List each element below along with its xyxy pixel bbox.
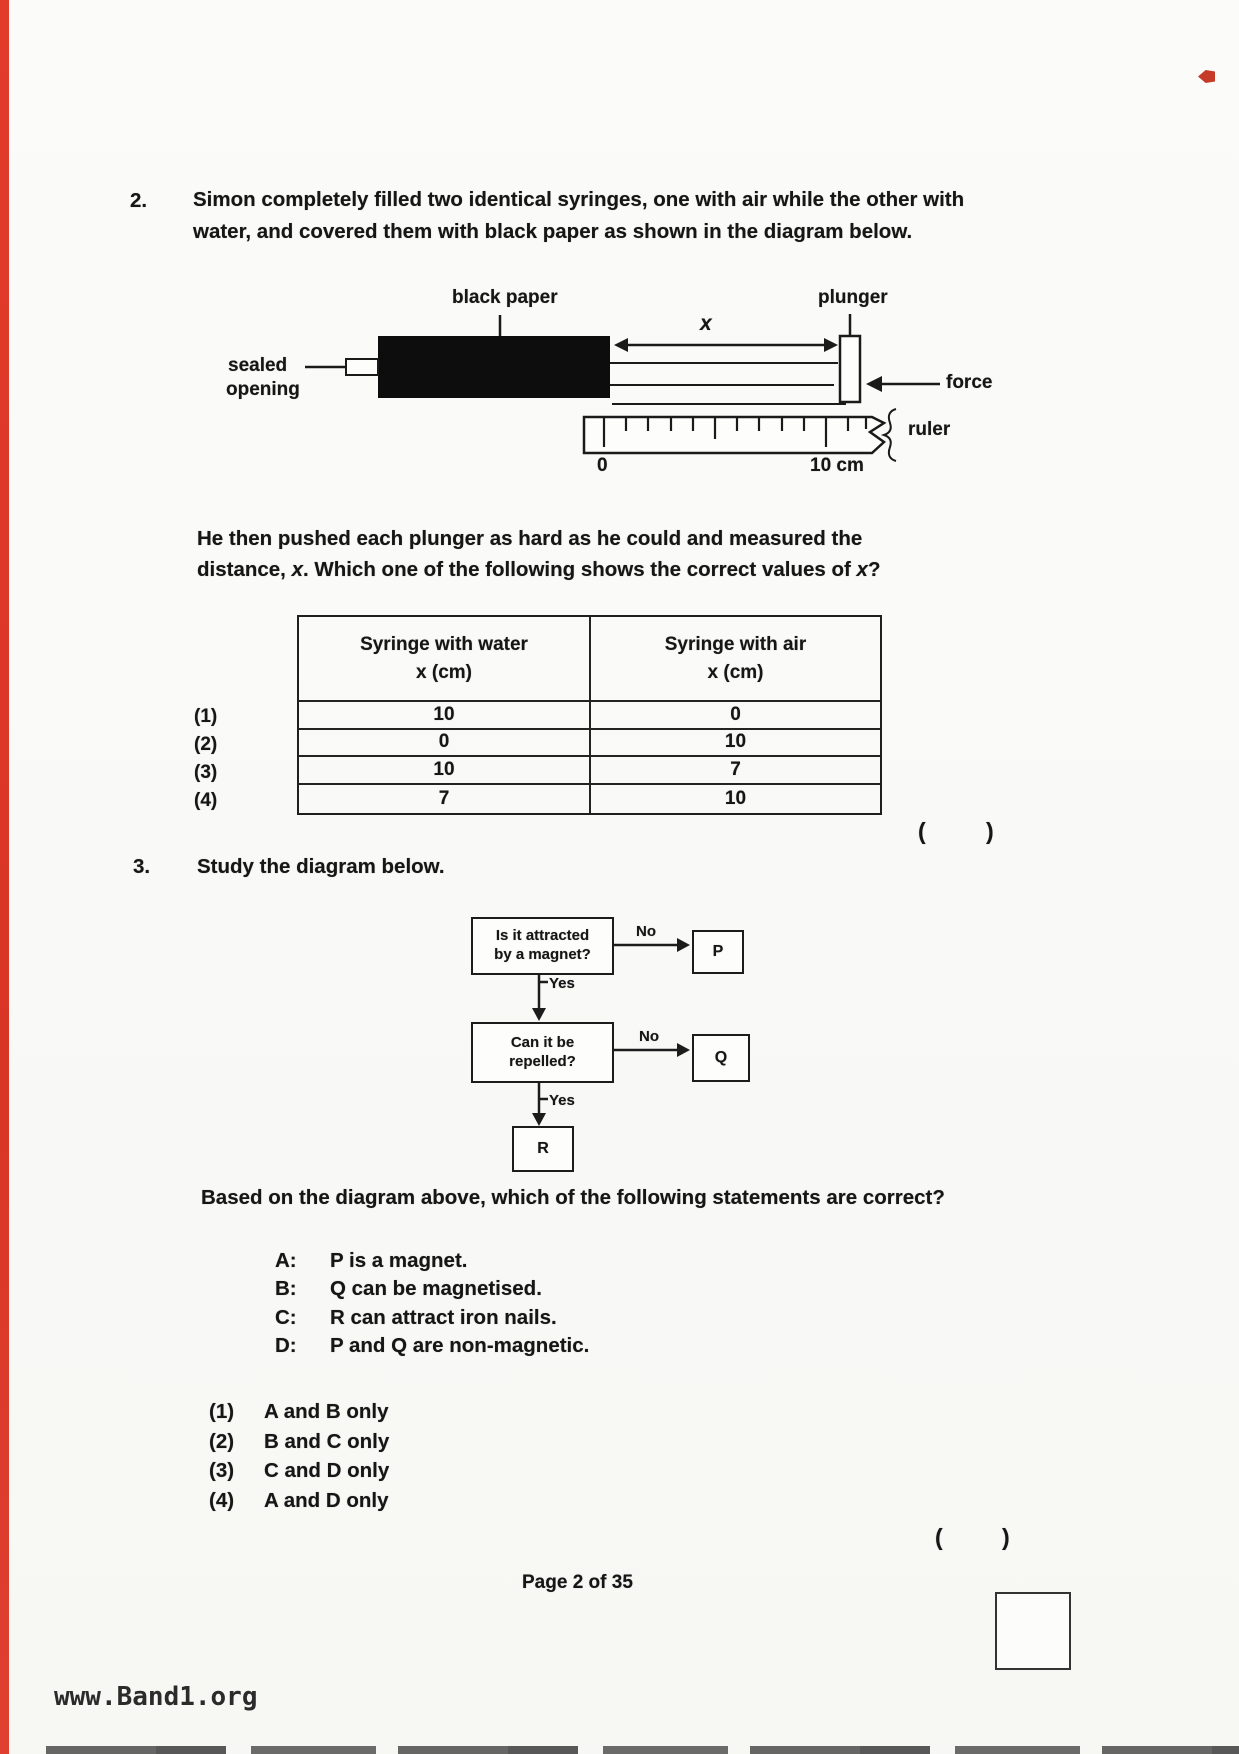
ruler-label: ruler bbox=[908, 419, 951, 440]
syringe-barrel-lines bbox=[610, 363, 846, 404]
q2-option3-label: (3) bbox=[194, 762, 218, 783]
flowchart-box-repelled-line1: Can it be bbox=[510, 1033, 575, 1051]
sealed-opening-nozzle bbox=[346, 359, 378, 375]
black-paper-label: black paper bbox=[452, 287, 558, 308]
q3-option1-label: (1) bbox=[209, 1400, 235, 1423]
q2-option4-label: (4) bbox=[194, 790, 218, 811]
table-row3-water: 10 bbox=[299, 757, 591, 785]
q3-option3-text: C and D only bbox=[264, 1459, 390, 1482]
table-row2-air: 10 bbox=[591, 730, 880, 758]
ruler-ten-cm-label: 10 cm bbox=[810, 455, 864, 476]
ruler-outline bbox=[584, 417, 884, 453]
flow-label-no2: No bbox=[639, 1028, 659, 1045]
q2-question-line1: He then pushed each plunger as hard as he could and measured the bbox=[197, 527, 863, 550]
q2-intro-line2: water, and covered them with black paper as shown in the diagram below. bbox=[193, 220, 913, 243]
flowchart-box-attracted-line1: Is it attracted bbox=[495, 927, 590, 945]
ruler-zero-label: 0 bbox=[597, 455, 608, 476]
scan-bottom-strip bbox=[46, 1746, 1239, 1754]
q2-qline2-x2: x bbox=[856, 558, 868, 581]
q2-answer-table bbox=[297, 615, 882, 815]
q2-answer-bracket-open: ( bbox=[918, 818, 926, 844]
opening-label: opening bbox=[226, 379, 300, 400]
x-arrow-right-head bbox=[824, 338, 838, 352]
q3-option4-text: A and D only bbox=[264, 1489, 389, 1512]
force-arrow-head bbox=[866, 376, 882, 392]
flow-label-no1: No bbox=[636, 923, 656, 940]
flow-arrow-no1-head bbox=[677, 938, 690, 952]
force-label: force bbox=[946, 372, 993, 393]
flowchart-box-q: Q bbox=[692, 1034, 750, 1082]
q2-qline2-x1: x bbox=[291, 558, 303, 581]
q3-option2-text: B and C only bbox=[264, 1430, 390, 1453]
q2-option2-label: (2) bbox=[194, 734, 218, 755]
flow-label-yes2: Yes bbox=[549, 1092, 575, 1109]
diagram-pointer-lines bbox=[305, 314, 850, 367]
flowchart-box-p: P bbox=[692, 930, 744, 974]
table-row4-air: 10 bbox=[724, 787, 747, 809]
ruler-ticks bbox=[604, 417, 866, 447]
flow-arrow-yes2-head bbox=[532, 1113, 546, 1126]
x-dimension-label: x bbox=[700, 312, 712, 335]
table-row3-air: 7 bbox=[591, 757, 880, 785]
statement-c-label: C: bbox=[275, 1306, 297, 1329]
q2-number: 2. bbox=[130, 189, 148, 212]
scan-edge-stripe bbox=[0, 0, 9, 1754]
q2-question-line2 bbox=[197, 558, 880, 582]
table-row1-water: 10 bbox=[299, 702, 591, 730]
q3-answer-bracket-close: ) bbox=[1002, 1524, 1010, 1550]
table-header-water-title: Syringe with water bbox=[360, 633, 528, 655]
q3-option3-label: (3) bbox=[209, 1459, 235, 1482]
flowchart-box-repelled-line2: repelled? bbox=[509, 1052, 576, 1070]
statement-a-text: P is a magnet. bbox=[330, 1249, 468, 1272]
table-header-water bbox=[299, 617, 591, 702]
flow-arrow-no2-head bbox=[677, 1043, 690, 1057]
table-header-air-title: Syringe with air bbox=[664, 633, 807, 655]
ruler-brace bbox=[884, 409, 896, 461]
scan-red-mark bbox=[1198, 70, 1215, 83]
table-header-air-unit: x (cm) bbox=[707, 661, 764, 683]
watermark-text: www.Band1.org bbox=[54, 1682, 258, 1712]
statement-b-label: B: bbox=[275, 1277, 297, 1300]
table-row4-water: 7 bbox=[299, 785, 591, 814]
q2-intro-line1: Simon completely filled two identical syringes, one with air while the other with bbox=[193, 188, 965, 211]
q3-option1-text: A and B only bbox=[264, 1400, 389, 1423]
black-paper-rect bbox=[378, 336, 610, 398]
statement-a-label: A: bbox=[275, 1249, 297, 1272]
q3-option2-label: (2) bbox=[209, 1430, 235, 1453]
q3-question: Based on the diagram above, which of the following statements are correct? bbox=[201, 1186, 945, 1209]
q2-qline2-part1: distance, bbox=[197, 558, 292, 581]
q3-answer-bracket-open: ( bbox=[935, 1524, 943, 1550]
x-arrow-left-head bbox=[614, 338, 628, 352]
table-header-water-unit: x (cm) bbox=[416, 661, 472, 683]
q2-qline2-part3: ? bbox=[867, 558, 881, 581]
q2-option1-label: (1) bbox=[194, 706, 218, 727]
flowchart-box-attracted-line2: by a magnet? bbox=[494, 946, 591, 963]
flow-arrow-yes1-head bbox=[532, 1008, 546, 1021]
statement-d-text: P and Q are non-magnetic. bbox=[330, 1334, 590, 1357]
q2-answer-bracket-close: ) bbox=[986, 818, 994, 844]
flowchart-box-r: R bbox=[512, 1126, 574, 1172]
table-row1-air: 0 bbox=[591, 702, 880, 730]
table-header-air bbox=[591, 617, 880, 702]
table-row2-water: 0 bbox=[299, 730, 591, 758]
force-arrow bbox=[866, 376, 940, 392]
marking-box bbox=[995, 1592, 1071, 1670]
flowchart-box-repelled bbox=[471, 1022, 614, 1083]
q3-number: 3. bbox=[133, 855, 151, 878]
q3-heading: Study the diagram below. bbox=[197, 855, 445, 878]
statement-c-text: R can attract iron nails. bbox=[330, 1306, 557, 1329]
plunger-rect bbox=[840, 336, 860, 402]
flow-label-yes1: Yes bbox=[549, 975, 575, 992]
flowchart-box-attracted bbox=[471, 917, 614, 975]
plunger-label: plunger bbox=[818, 287, 888, 308]
q2-qline2-part2: . Which one of the following shows the correct values of bbox=[302, 558, 857, 581]
ruler-shape bbox=[584, 409, 896, 461]
page-number-label: Page 2 of 35 bbox=[522, 1572, 633, 1593]
sealed-label: sealed bbox=[228, 355, 288, 376]
statement-d-label: D: bbox=[275, 1334, 297, 1357]
q3-option4-label: (4) bbox=[209, 1489, 235, 1512]
x-dimension-arrow bbox=[614, 338, 838, 352]
statement-b-text: Q can be magnetised. bbox=[330, 1277, 542, 1300]
